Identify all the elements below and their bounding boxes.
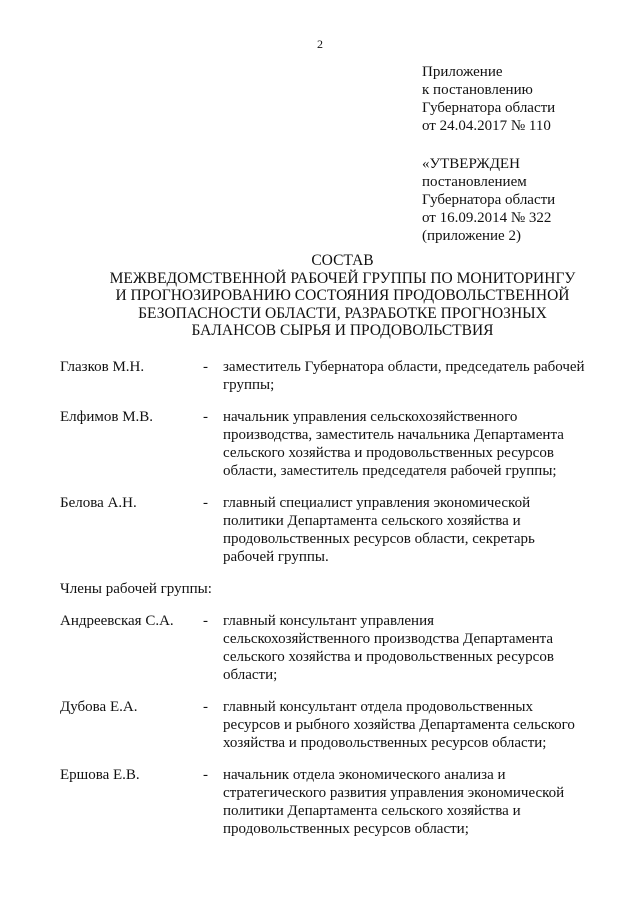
role-line: главный специалист управления экономической xyxy=(223,495,531,511)
role-line: главный консультант отдела продовольственных xyxy=(223,699,534,715)
approved-line: от 16.09.2014 № 322 xyxy=(422,210,552,226)
member-role xyxy=(223,494,625,566)
role-line: группы; xyxy=(223,377,275,393)
role-line: сельского хозяйства и продовольственных ресурсов xyxy=(223,649,554,665)
composition-list xyxy=(60,358,625,838)
role-line: политики Департамента сельского хозяйства и xyxy=(223,513,521,529)
page-number: 2 xyxy=(317,37,323,51)
dash-separator: - xyxy=(203,767,208,783)
member-name: Глазков М.Н. xyxy=(60,359,145,375)
title-line: И ПРОГНОЗИРОВАНИЮ СОСТОЯНИЯ ПРОДОВОЛЬСТВЕННОЙ xyxy=(115,287,570,304)
role-line: стратегического развития управления экономической xyxy=(223,785,565,801)
member-role xyxy=(223,358,625,394)
role-line: сельскохозяйственного производства Департамента xyxy=(223,631,554,647)
title-line: МЕЖВЕДОМСТВЕННОЙ РАБОЧЕЙ ГРУППЫ ПО МОНИТОРИНГУ xyxy=(109,269,576,287)
approved-line: постановлением xyxy=(422,174,527,190)
role-line: начальник управления сельскохозяйственного xyxy=(223,409,518,425)
role-line: главный консультант управления xyxy=(223,613,435,629)
member-row xyxy=(60,612,625,684)
member-name: Елфимов М.В. xyxy=(60,409,154,425)
appendix-line: от 24.04.2017 № 110 xyxy=(422,118,551,134)
role-line: политики Департамента сельского хозяйства и xyxy=(223,803,521,819)
role-line: области, заместитель председателя рабочей группы; xyxy=(223,463,557,479)
dash-separator: - xyxy=(203,613,208,629)
role-line: продовольственных ресурсов области, секретарь xyxy=(223,531,535,547)
role-line: продовольственных ресурсов области; xyxy=(223,821,469,837)
role-line: сельского хозяйства и продовольственных ресурсов xyxy=(223,445,554,461)
document-title xyxy=(60,252,625,340)
member-name: Андреевская С.А. xyxy=(60,613,174,629)
appendix-block xyxy=(422,63,632,135)
dash-separator: - xyxy=(203,495,208,511)
appendix-line: Губернатора области xyxy=(422,100,556,116)
role-line: рабочей группы. xyxy=(223,549,329,565)
title-line: БАЛАНСОВ СЫРЬЯ И ПРОДОВОЛЬСТВИЯ xyxy=(191,322,494,339)
member-name: Дубова Е.А. xyxy=(60,699,138,715)
role-line: ресурсов и рыбного хозяйства Департамента сельского xyxy=(223,717,575,733)
member-row xyxy=(60,408,625,480)
member-role xyxy=(223,612,625,684)
member-name: Ершова Е.В. xyxy=(60,767,140,783)
title-line: СОСТАВ xyxy=(311,252,374,269)
member-role xyxy=(223,408,625,480)
title-line: БЕЗОПАСНОСТИ ОБЛАСТИ, РАЗРАБОТКЕ ПРОГНОЗНЫХ xyxy=(138,304,547,322)
members-section-label: Члены рабочей группы: xyxy=(60,581,212,597)
appendix-line: к постановлению xyxy=(422,82,533,98)
role-line: области; xyxy=(223,667,278,683)
member-row xyxy=(60,698,625,752)
dash-separator: - xyxy=(203,699,208,715)
role-line: начальник отдела экономического анализа и xyxy=(223,767,506,783)
member-role xyxy=(223,698,625,752)
member-role xyxy=(223,766,625,838)
appendix-line: Приложение xyxy=(422,64,503,80)
member-row xyxy=(60,494,625,566)
approved-line: (приложение 2) xyxy=(422,228,521,244)
member-row xyxy=(60,358,625,394)
role-line: производства, заместитель начальника Департамента xyxy=(223,427,564,443)
dash-separator: - xyxy=(203,359,208,375)
role-line: заместитель Губернатора области, председатель рабочей xyxy=(223,359,585,375)
approved-line: Губернатора области xyxy=(422,192,556,208)
approved-block xyxy=(422,155,632,245)
member-row xyxy=(60,766,625,838)
role-line: хозяйства и продовольственных ресурсов области; xyxy=(223,735,547,751)
approved-line: «УТВЕРЖДЕН xyxy=(422,156,520,172)
member-name: Белова А.Н. xyxy=(60,495,137,511)
dash-separator: - xyxy=(203,409,208,425)
